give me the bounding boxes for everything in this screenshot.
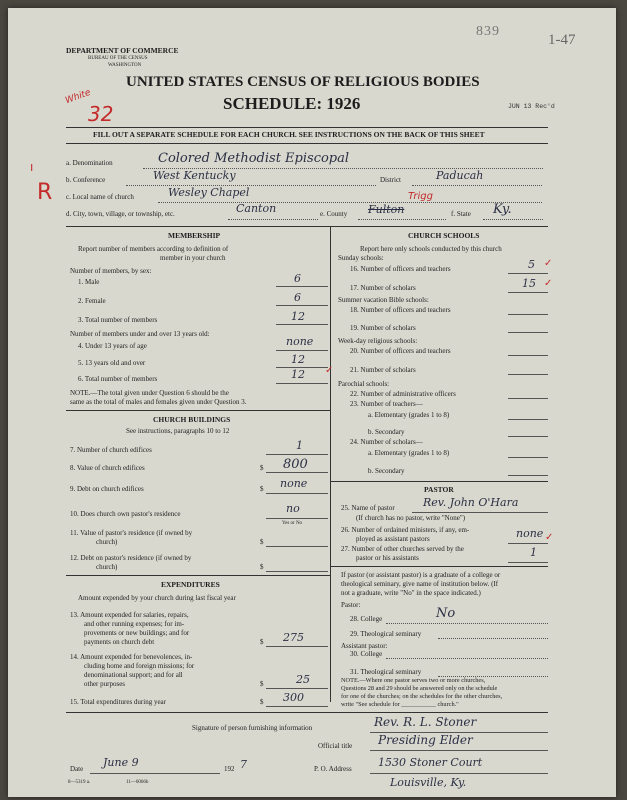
rule — [66, 226, 548, 227]
answer-line — [276, 383, 328, 384]
form-title: UNITED STATES CENSUS OF RELIGIOUS BODIES — [126, 74, 480, 90]
q30-label: 30. College — [350, 650, 383, 658]
q28-value: No — [436, 606, 456, 621]
q27-label-2: pastor or his assistants — [356, 554, 419, 562]
rule — [66, 127, 548, 128]
district-label: District — [380, 176, 401, 184]
q13-value: 275 — [283, 631, 304, 644]
answer-line — [276, 324, 328, 325]
answer-line — [276, 350, 328, 351]
q7-label: 7. Number of church edifices — [70, 446, 152, 454]
received-date-stamp: JUN 13 Rec'd — [508, 103, 555, 110]
state-label: f. State — [451, 210, 471, 218]
q23a-label: a. Elementary (grades 1 to 8) — [368, 411, 450, 419]
county-value: Fulton — [368, 203, 405, 216]
fill-line — [386, 658, 548, 659]
membership-heading: MEMBERSHIP — [168, 231, 221, 240]
city-label: d. City, town, village, or township, etc. — [66, 210, 175, 218]
pastor-note: NOTE.—Where one pastor serves two or more churches, — [341, 677, 486, 684]
answer-line — [508, 419, 548, 420]
q17-label: 17. Number of scholars — [350, 284, 416, 292]
q2-value: 6 — [294, 291, 301, 304]
dollar-sign: $ — [260, 698, 264, 706]
bureau-city: WASHINGTON — [108, 63, 142, 68]
q26-label-2: ployed as assistant pastors — [356, 535, 430, 543]
q27-value: 1 — [530, 546, 537, 559]
answer-line — [266, 518, 328, 519]
number-stamp: 839 — [476, 24, 500, 39]
q21-label: 21. Number of scholars — [350, 366, 416, 374]
official-title-label: Official title — [318, 742, 353, 750]
fill-line — [358, 219, 446, 220]
q20-label: 20. Number of officers and teachers — [350, 347, 451, 355]
signature-label: Signature of person furnishing information — [192, 724, 313, 732]
q19-label: 19. Number of scholars — [350, 324, 416, 332]
rule — [66, 143, 548, 144]
q3-value: 12 — [291, 310, 305, 323]
conference-label: b. Conference — [66, 176, 106, 184]
department-name: DEPARTMENT OF COMMERCE — [66, 46, 179, 55]
answer-line — [266, 546, 328, 547]
q8-value: 800 — [283, 457, 308, 472]
rule — [330, 481, 548, 482]
denomination-value: Colored Methodist Episcopal — [158, 151, 350, 166]
q14-label-2: cluding home and foreign missions; for — [84, 662, 195, 670]
q7-value: 1 — [296, 439, 303, 452]
date-value: June 9 — [103, 756, 139, 769]
q6-label: 6. Total number of members — [78, 375, 158, 383]
instruction-line: FILL OUT A SEPARATE SCHEDULE FOR EACH CHURCH. SEE INSTRUCTIONS ON THE BACK OF THIS SHEET — [93, 130, 485, 139]
answer-line — [276, 286, 328, 287]
pastor-heading: PASTOR — [424, 485, 454, 494]
local-name-value: Wesley Chapel — [168, 186, 250, 199]
q28-label: 28. College — [350, 615, 383, 623]
fill-line — [126, 185, 376, 186]
q14-label: 14. Amount expended for benevolences, in- — [70, 653, 193, 661]
sunday-schools-label: Sunday schools: — [338, 254, 384, 262]
answer-line — [508, 374, 548, 375]
q1-label: 1. Male — [78, 278, 100, 286]
check-mark: ✓ — [544, 258, 553, 269]
date-label: Date — [70, 765, 84, 773]
column-divider — [330, 226, 331, 702]
q29-label: 29. Theological seminary — [350, 630, 422, 638]
q15-label: 15. Total expenditures during year — [70, 698, 166, 706]
pastor-note-3: for one of the churches; on the schedules for the other churches, — [341, 693, 503, 700]
q13-label-4: payments on church debt — [84, 638, 155, 646]
answer-line — [412, 512, 548, 513]
grad-intro: If pastor (or assistant pastor) is a graduate of a college or — [341, 571, 501, 579]
pastor-note-2: Questions 28 and 29 should be answered only on the schedule — [341, 685, 498, 692]
q14-value: 25 — [296, 673, 310, 686]
pastor-sublabel: Pastor: — [341, 601, 361, 609]
q24-label: 24. Number of scholars— — [350, 438, 423, 446]
form-schedule: SCHEDULE: 1926 — [223, 94, 361, 113]
answer-line — [370, 750, 548, 751]
q24b-label: b. Secondary — [368, 467, 405, 475]
q24a-label: a. Elementary (grades 1 to 8) — [368, 449, 450, 457]
q11-label: 11. Value of pastor's residence (if owned by — [70, 529, 193, 537]
q10-label: 10. Does church own pastor's residence — [70, 510, 181, 518]
answer-line — [266, 571, 328, 572]
buildings-intro: See instructions, paragraphs 10 to 12 — [126, 427, 230, 435]
print-code: 8—5319 a. — [68, 780, 91, 785]
answer-line — [266, 472, 328, 473]
county-correction: Trigg — [408, 191, 433, 202]
assistant-pastor-sublabel: Assistant pastor: — [341, 642, 388, 650]
buildings-heading: CHURCH BUILDINGS — [153, 415, 231, 424]
fill-line — [386, 623, 548, 624]
q2-label: 2. Female — [78, 297, 106, 305]
answer-line — [508, 457, 548, 458]
dollar-sign: $ — [260, 464, 264, 472]
q16-value: 5 — [528, 258, 535, 271]
signature-value: Rev. R. L. Stoner — [374, 715, 477, 729]
bureau-name: BUREAU OF THE CENSUS — [88, 56, 148, 61]
answer-line — [508, 355, 548, 356]
fill-line — [412, 185, 542, 186]
q23b-label: b. Secondary — [368, 428, 405, 436]
fill-line — [483, 219, 543, 220]
answer-line — [508, 398, 548, 399]
red-r-mark: R — [37, 180, 53, 205]
q26-value: none — [516, 527, 544, 540]
answer-line — [266, 706, 328, 707]
q26-label: 26. Number of ordained ministers, if any, em- — [341, 526, 470, 534]
denomination-label: a. Denomination — [66, 159, 113, 167]
year-prefix: 192 — [224, 765, 235, 773]
q5-value: 12 — [291, 353, 305, 366]
grad-intro-2: theological seminary, give name of institution below. (If — [341, 580, 499, 588]
membership-note-2: same as the total of males and females given under Question 3. — [70, 398, 247, 406]
answer-line — [508, 292, 548, 293]
q18-label: 18. Number of officers and teachers — [350, 306, 451, 314]
answer-line — [508, 562, 548, 563]
pastor-note-4: write "See schedule for ___________ church." — [341, 701, 459, 708]
q12-label-2: church) — [96, 563, 118, 571]
schools-intro: Report here only schools conducted by this church — [360, 245, 502, 253]
answer-line — [266, 646, 328, 647]
red-number: 32 — [88, 102, 114, 126]
answer-line — [508, 273, 548, 274]
q1-value: 6 — [294, 272, 301, 285]
answer-line — [276, 305, 328, 306]
parochial-schools-label: Parochial schools: — [338, 380, 390, 388]
q31-label: 31. Theological seminary — [350, 668, 422, 676]
q16-label: 16. Number of officers and teachers — [350, 265, 451, 273]
q13-label-2: and other running expenses; for im- — [84, 620, 185, 628]
q27-label: 27. Number of other churches served by the — [341, 545, 464, 553]
rule — [66, 712, 548, 713]
q10-value: no — [286, 502, 300, 515]
age-intro: Number of members under and over 13 years old: — [70, 330, 210, 338]
q25-label: 25. Name of pastor — [341, 504, 395, 512]
rule — [66, 575, 330, 576]
expenditures-intro: Amount expended by your church during last fiscal year — [78, 594, 236, 602]
conference-value: West Kentucky — [153, 169, 236, 182]
grad-intro-3: not a graduate, write "No" in the space indicated.) — [341, 589, 481, 597]
yes-no-hint: Yes or No — [282, 521, 303, 526]
fill-line — [438, 638, 548, 639]
q9-value: none — [280, 477, 308, 490]
answer-line — [508, 332, 548, 333]
q3-label: 3. Total number of members — [78, 316, 158, 324]
po-address-label: P. O. Address — [314, 765, 352, 773]
local-name-label: c. Local name of church — [66, 193, 134, 201]
answer-line — [90, 773, 220, 774]
year-value: 7 — [240, 758, 247, 771]
q25-value: Rev. John O'Hara — [423, 496, 519, 509]
q5-label: 5. 13 years old and over — [78, 359, 146, 367]
corner-code: 1-47 — [548, 32, 576, 48]
answer-line — [508, 436, 548, 437]
q8-label: 8. Value of church edifices — [70, 464, 145, 472]
q17-value: 15 — [522, 277, 536, 290]
weekday-schools-label: Week-day religious schools: — [338, 337, 418, 345]
race-note: White — [64, 87, 93, 107]
q22-label: 22. Number of administrative officers — [350, 390, 456, 398]
membership-intro-2: member in your church — [160, 254, 226, 262]
county-label: e. County — [320, 210, 348, 218]
q23-label: 23. Number of teachers— — [350, 400, 423, 408]
q13-label: 13. Amount expended for salaries, repairs, — [70, 611, 189, 619]
q6-value: 12 — [291, 368, 305, 381]
q4-label: 4. Under 13 years of age — [78, 342, 147, 350]
district-value: Paducah — [436, 169, 484, 182]
state-value: Ky. — [493, 202, 512, 217]
dollar-sign: $ — [260, 485, 264, 493]
check-mark: ✓ — [325, 365, 334, 376]
answer-line — [370, 773, 548, 774]
q11-label-2: church) — [96, 538, 118, 546]
summer-schools-label: Summer vacation Bible schools: — [338, 296, 429, 304]
print-code-2: 11—6066b — [126, 780, 149, 785]
fill-line — [228, 219, 318, 220]
po-address-value-2: Louisville, Ky. — [390, 776, 467, 789]
schools-heading: CHURCH SCHOOLS — [408, 231, 480, 240]
rule — [66, 410, 330, 411]
red-tick-mark: ı — [30, 160, 34, 174]
q4-value: none — [286, 335, 314, 348]
census-form — [8, 8, 616, 797]
fill-line — [158, 202, 542, 203]
q25-note: (If church has no pastor, write "None") — [356, 514, 466, 522]
answer-line — [266, 688, 328, 689]
answer-line — [266, 493, 328, 494]
check-mark: ✓ — [545, 532, 554, 543]
q13-label-3: provements or new buildings; and for — [84, 629, 190, 637]
q15-value: 300 — [283, 691, 304, 704]
city-value: Canton — [236, 202, 277, 215]
rule — [330, 566, 548, 567]
po-address-value: 1530 Stoner Court — [378, 756, 483, 769]
q14-label-3: denominational support; and for all — [84, 671, 183, 679]
q9-label: 9. Debt on church edifices — [70, 485, 144, 493]
check-mark: ✓ — [544, 278, 553, 289]
official-title-value: Presiding Elder — [378, 733, 473, 747]
by-sex-label: Number of members, by sex: — [70, 267, 152, 275]
answer-line — [508, 314, 548, 315]
membership-intro: Report number of members according to definition of — [78, 245, 229, 253]
q12-label: 12. Debt on pastor's residence (if owned by — [70, 554, 192, 562]
answer-line — [508, 543, 548, 544]
dollar-sign: $ — [260, 680, 264, 688]
membership-note: NOTE.—The total given under Question 6 should be the — [70, 389, 229, 397]
answer-line — [508, 475, 548, 476]
dollar-sign: $ — [260, 563, 264, 571]
dollar-sign: $ — [260, 538, 264, 546]
q14-label-4: other purposes — [84, 680, 126, 688]
answer-line — [266, 454, 328, 455]
dollar-sign: $ — [260, 638, 264, 646]
expenditures-heading: EXPENDITURES — [161, 580, 220, 589]
